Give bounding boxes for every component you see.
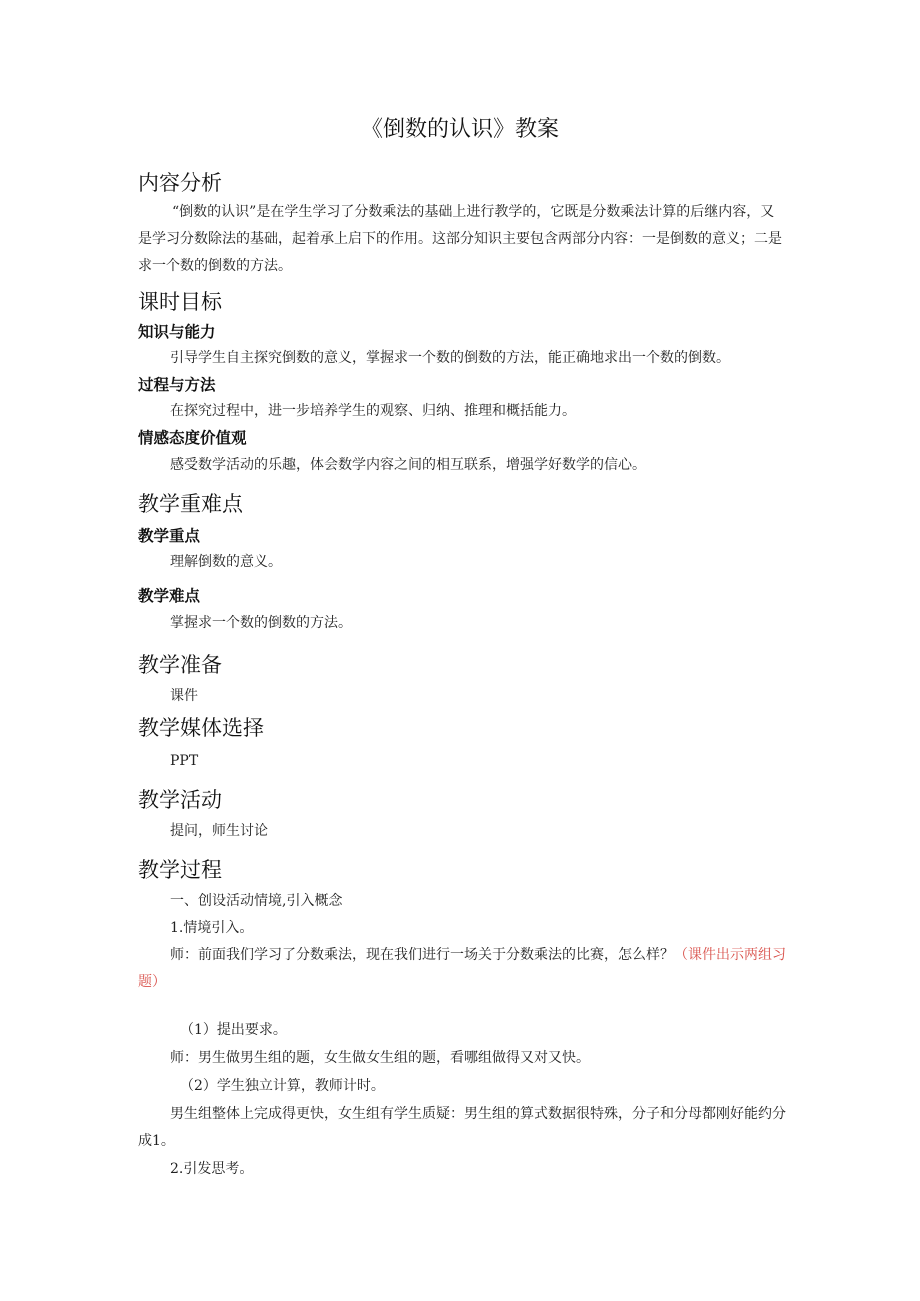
paragraph-preparation: 课件 — [170, 688, 198, 704]
teacher-note: （课件出示两组习题） — [138, 947, 786, 990]
subheading-focus: 教学重点 — [138, 527, 201, 545]
paragraph-emotion: 感受数学活动的乐趣，体会数学内容之间的相互联系，增强学好数学的信心。 — [170, 457, 646, 473]
heading-media: 教学媒体选择 — [138, 716, 264, 740]
heading-key-points: 教学重难点 — [138, 492, 243, 516]
paragraph-media: PPT — [170, 753, 199, 769]
teacher-line-text: 师：前面我们学习了分数乘法，现在我们进行一场关于分数乘法的比赛，怎么样？ — [170, 947, 674, 963]
subheading-emotion: 情感态度价值观 — [138, 429, 247, 447]
document-title: 《倒数的认识》教案 — [360, 117, 559, 142]
process-think: 2.引发思考。 — [170, 1161, 254, 1177]
paragraph-focus: 理解倒数的意义。 — [170, 554, 282, 570]
process-result: 男生组整体上完成得更快，女生组有学生质疑：男生组的算式数据很特殊，分子和分母都刚好能约分成1。 — [138, 1106, 786, 1149]
paragraph-activity: 提问，师生讨论 — [170, 823, 268, 839]
paragraph-content-analysis: “倒数的认识”是在学生学习了分数乘法的基础上进行教学的，它既是分数乘法计算的后继内容，又是学习分数除法的基础，起着承上启下的作用。这部分知识主要包含两部分内容：一是倒数的意义；二是求一个数的倒数的方法。 — [138, 204, 782, 274]
heading-activity: 教学活动 — [138, 788, 222, 812]
heading-content-analysis: 内容分析 — [138, 171, 222, 195]
subheading-process-method: 过程与方法 — [138, 376, 216, 394]
heading-objectives: 课时目标 — [138, 290, 222, 314]
process-requirement: （1）提出要求。 — [180, 1022, 287, 1038]
subheading-knowledge: 知识与能力 — [138, 323, 216, 341]
paragraph-difficulty: 掌握求一个数的倒数的方法。 — [170, 615, 352, 631]
process-teacher-requirement: 师：男生做男生组的题，女生做女生组的题，看哪组做得又对又快。 — [170, 1050, 590, 1066]
process-teacher-line — [138, 942, 786, 996]
process-step-1: 一、创设活动情境,引入概念 — [170, 893, 343, 909]
process-step-1-1: 1.情境引入。 — [170, 920, 254, 936]
heading-process: 教学过程 — [138, 858, 222, 882]
process-calculation: （2）学生独立计算，教师计时。 — [180, 1078, 385, 1094]
paragraph-process-method: 在探究过程中，进一步培养学生的观察、归纳、推理和概括能力。 — [170, 403, 576, 419]
heading-preparation: 教学准备 — [138, 653, 222, 677]
paragraph-knowledge: 引导学生自主探究倒数的意义，掌握求一个数的倒数的方法，能正确地求出一个数的倒数。 — [170, 350, 730, 366]
subheading-difficulty: 教学难点 — [138, 587, 201, 605]
